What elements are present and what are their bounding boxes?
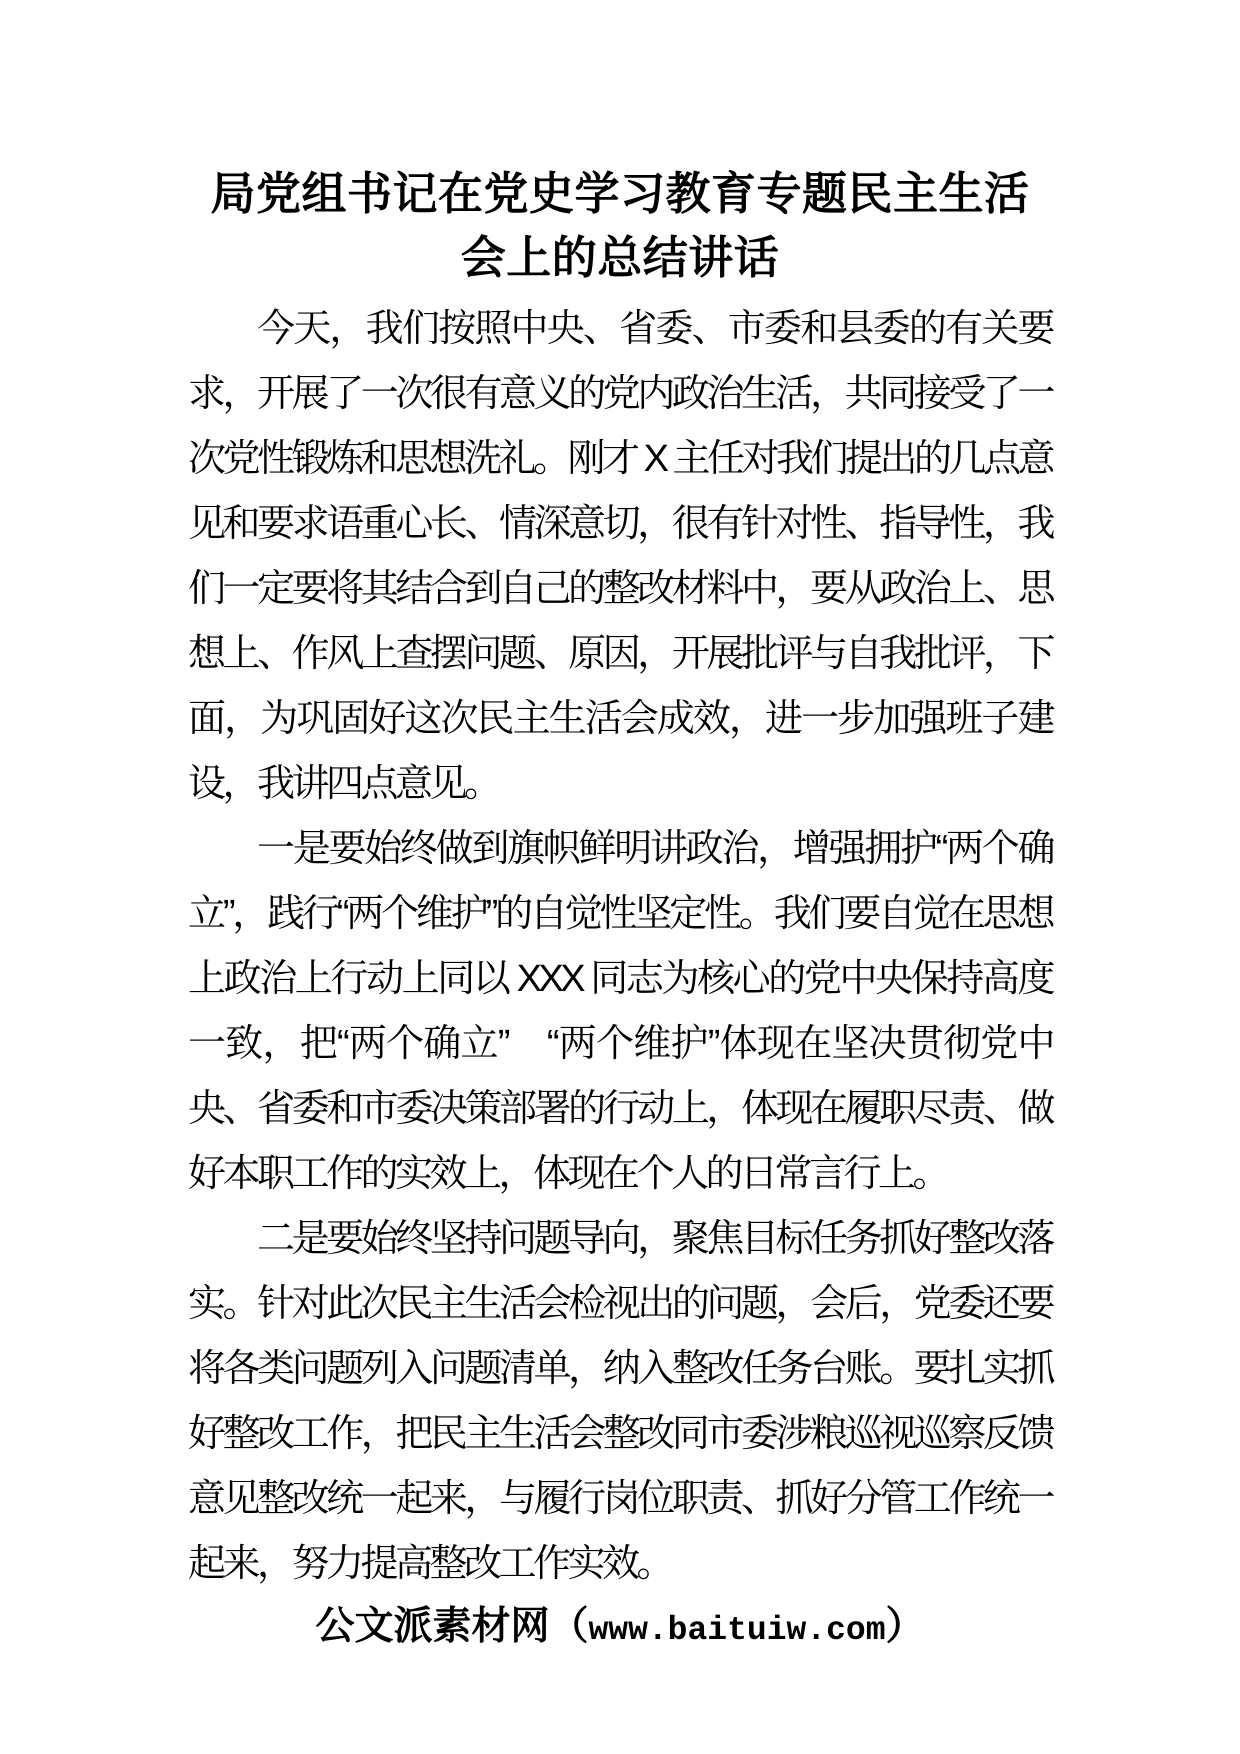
paragraph-intro: 今天，我们按照中央、省委、市委和县委的有关要求，开展了一次很有意义的党内政治生活，共同接受了一次党性锻炼和思想洗礼。刚才 X 主任对我们提出的几点意见和要求语重心长、情深意切，很有针对性、指导性，我们一定要将其结合到自己的整改材料中，要从政治上、思想上、作风上查摆问题、原因，开展批评与自我批评，下面，为巩固好这次民主生活会成效，进一步加强班子建设，我讲四点意见。 (188, 308, 1052, 805)
footer-site-url: www.baituiw.com (588, 1612, 886, 1649)
footer-watermark (188, 1601, 1052, 1657)
document-title: 局党组书记在党史学习教育专题民主生活会上的总结讲话 (210, 168, 1030, 283)
paragraph-point-two: 二是要始终坚持问题导向，聚焦目标任务抓好整改落实。针对此次民主生活会检视出的问题，会后，党委还要将各类问题列入问题清单，纳入整改任务台账。要扎实抓好整改工作，把民主生活会整改同市委涉粮巡视巡察反馈意见整改统一起来，与履行岗位职责、抓好分管工作统一起来，努力提高整改工作实效。 (188, 1218, 1052, 1585)
document-body (188, 297, 1052, 1597)
paragraph-point-one: 一是要始终做到旗帜鲜明讲政治，增强拥护“两个确立”，践行“两个维护”的自觉性坚定性。我们要自觉在思想上政治上行动上同以 XXX 同志为核心的党中央保持高度一致，把“两个确立” “两个维护”体现在坚决贯彻党中央、省委和市委决策部署的行动上，体现在履职尽责、做好本职工作的实效上，体现在个人的日常言行上。 (188, 828, 1052, 1195)
footer-site-name: 公文派素材网（ (315, 1605, 589, 1648)
footer-close-paren: ） (885, 1605, 925, 1648)
